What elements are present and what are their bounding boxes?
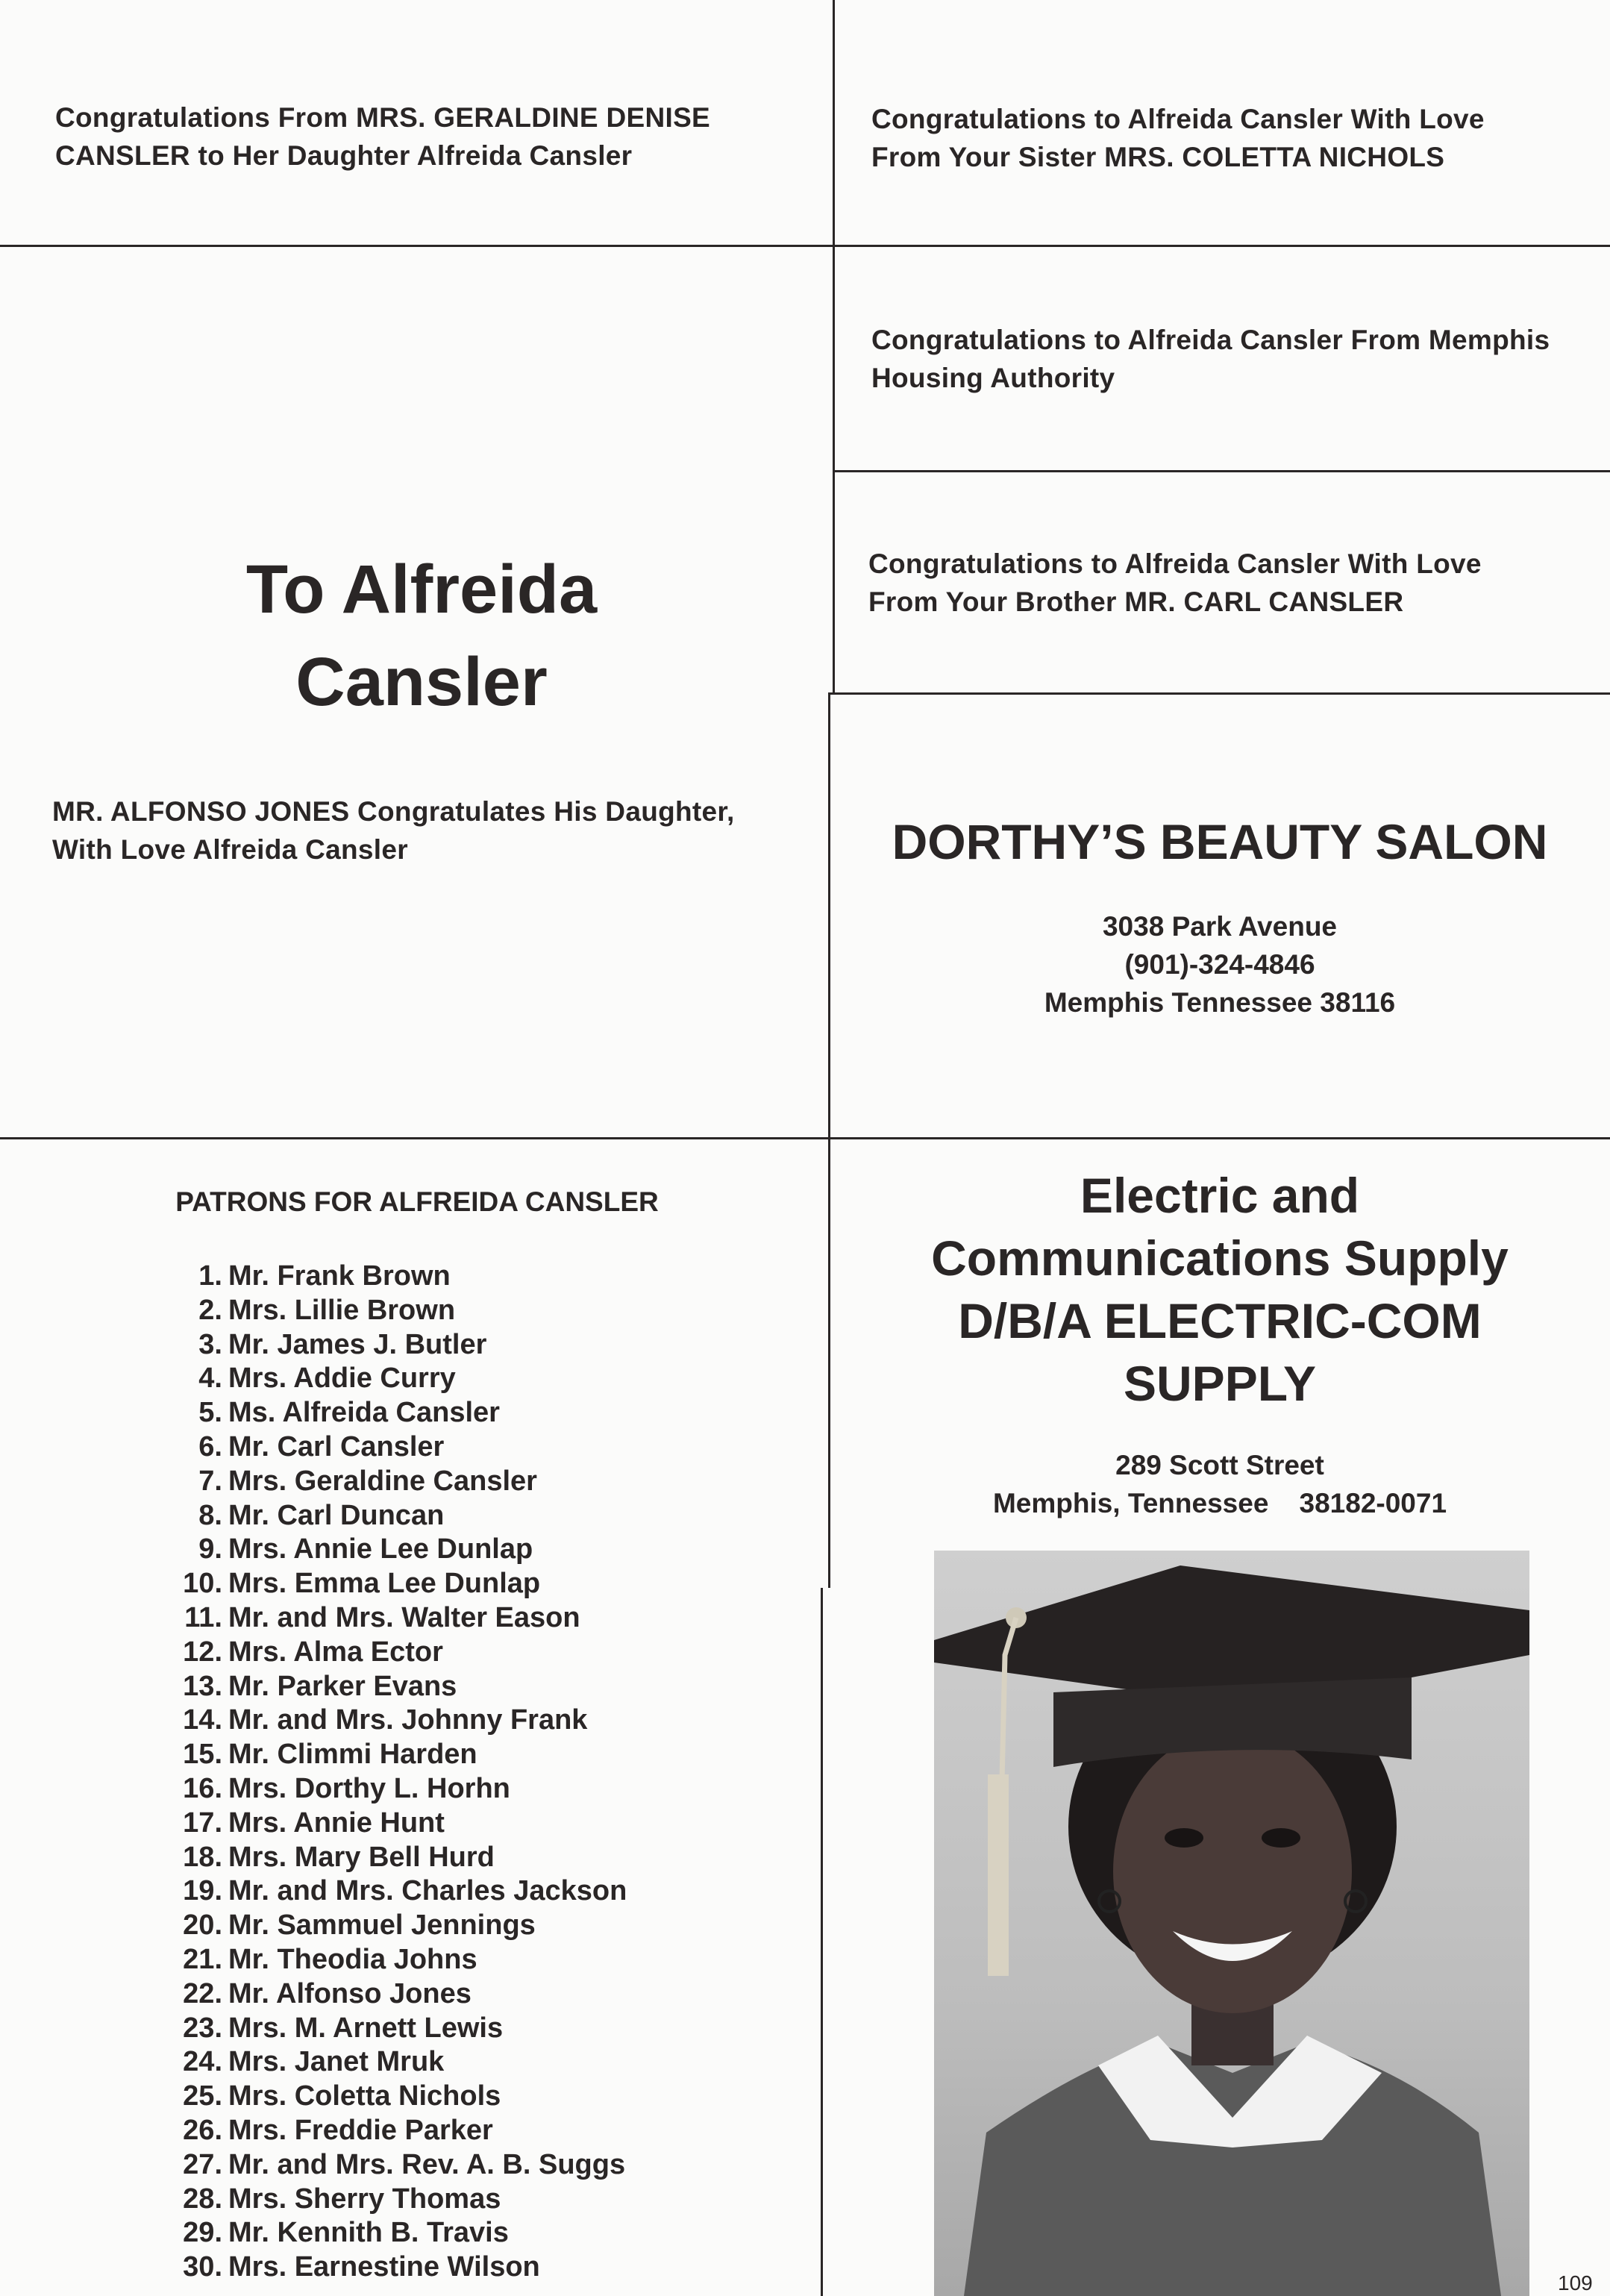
salon-city-line: Memphis Tennessee 38116 <box>1044 987 1396 1018</box>
message-line: Congratulations to Alfreida Cansler From Memphis <box>871 325 1550 355</box>
patron-item <box>134 1328 627 1363</box>
patron-item <box>134 2012 627 2046</box>
patron-item <box>134 1943 627 1977</box>
patron-number: 24. <box>183 2046 222 2078</box>
patron-item <box>134 1567 627 1601</box>
patron-number: 15. <box>183 1739 222 1771</box>
message-line: CANSLER to Her Daughter Alfreida Cansler <box>55 140 633 171</box>
dedication-title <box>0 543 843 728</box>
patron-item <box>134 1294 627 1328</box>
patron-item <box>134 2183 627 2217</box>
patron-number: 13. <box>183 1670 222 1702</box>
electric-title-line: SUPPLY <box>1123 1356 1316 1411</box>
salon-address <box>830 907 1610 1022</box>
message-from-mother <box>55 98 710 175</box>
patron-number: 9. <box>198 1533 222 1565</box>
patron-item <box>134 1772 627 1807</box>
patron-item <box>134 1841 627 1875</box>
patron-number: 19. <box>183 1875 222 1907</box>
patron-item <box>134 2045 627 2080</box>
patron-name: Mrs. Geraldine Cansler <box>228 1465 537 1497</box>
patron-item <box>134 1396 627 1430</box>
patrons-heading: PATRONS FOR ALFREIDA CANSLER <box>175 1186 659 1217</box>
patron-item <box>134 1874 627 1909</box>
right-eye <box>1262 1828 1300 1848</box>
patron-name: Mr. Climmi Harden <box>228 1739 477 1771</box>
patron-item <box>134 1465 627 1499</box>
face-shape <box>1113 1730 1352 2013</box>
patron-item <box>134 1260 627 1294</box>
message-line: From Your Sister MRS. COLETTA NICHOLS <box>871 142 1445 172</box>
message-line: Congratulations From MRS. GERALDINE DENISE <box>55 102 711 133</box>
message-from-sister <box>871 100 1485 176</box>
patron-number: 11. <box>184 1601 222 1633</box>
patron-item <box>134 2250 627 2285</box>
salon-phone: (901)-324-4846 <box>1124 949 1315 980</box>
patron-name: Mr. and Mrs. Rev. A. B. Suggs <box>228 2148 626 2180</box>
electric-supply-address <box>830 1446 1610 1522</box>
patron-number: 10. <box>183 1568 222 1600</box>
message-line: Congratulations to Alfreida Cansler With Love <box>868 548 1482 579</box>
patron-name: Mrs. Alma Ector <box>228 1636 443 1668</box>
patron-name: Mrs. Annie Lee Dunlap <box>228 1533 533 1565</box>
patron-item <box>134 1909 627 1943</box>
electric-city-line: Memphis, Tennessee 38182-0071 <box>992 1488 1447 1518</box>
patron-name: Mrs. Janet Mruk <box>228 2046 445 2078</box>
patron-item <box>134 2148 627 2183</box>
patron-item <box>134 2114 627 2148</box>
patron-item <box>134 1533 627 1567</box>
patron-number: 17. <box>183 1807 222 1839</box>
patron-item <box>134 1362 627 1396</box>
divider-right-3 <box>830 692 1610 695</box>
patron-item <box>134 1738 627 1772</box>
salon-address-line: 3038 Park Avenue <box>1102 911 1337 942</box>
patron-number: 16. <box>183 1772 222 1804</box>
patron-name: Mrs. Emma Lee Dunlap <box>228 1568 541 1600</box>
message-line: MR. ALFONSO JONES Congratulates His Daughter, <box>52 796 735 827</box>
patron-name: Mr. Parker Evans <box>228 1670 457 1702</box>
patron-name: Mr. and Mrs. Johnny Frank <box>228 1704 588 1736</box>
patron-name: Mrs. Annie Hunt <box>228 1807 445 1839</box>
patron-number: 8. <box>198 1499 222 1531</box>
patron-name: Mrs. Earnestine Wilson <box>228 2251 540 2283</box>
divider-row-1 <box>0 245 1610 247</box>
patron-name: Mr. and Mrs. Walter Eason <box>228 1601 580 1633</box>
patron-number: 4. <box>198 1363 222 1395</box>
message-line: Housing Authority <box>871 363 1115 393</box>
patron-number: 27. <box>183 2148 222 2180</box>
patron-name: Mrs. Dorthy L. Horhn <box>228 1772 510 1804</box>
graduate-portrait-photo <box>934 1551 1529 2296</box>
patron-number: 26. <box>183 2114 222 2146</box>
patron-name: Mr. James J. Butler <box>228 1328 487 1360</box>
patron-item <box>134 1636 627 1670</box>
message-line: From Your Brother MR. CARL CANSLER <box>868 586 1404 617</box>
patron-number: 12. <box>183 1636 222 1668</box>
patron-number: 5. <box>198 1397 222 1429</box>
patron-number: 14. <box>183 1704 222 1736</box>
divider-row-2 <box>0 1137 1610 1139</box>
patron-name: Ms. Alfreida Cansler <box>228 1397 500 1429</box>
patron-number: 23. <box>183 2012 222 2044</box>
patron-number: 20. <box>183 1909 222 1942</box>
patron-number: 1. <box>198 1260 222 1292</box>
salon-name: DORTHY’S BEAUTY SALON <box>892 814 1548 869</box>
divider-vertical-bottom <box>821 1588 823 2296</box>
tassel-fringe <box>988 1774 1009 1976</box>
patron-number: 28. <box>183 2183 222 2215</box>
page-number: 109 <box>1558 2271 1593 2295</box>
patron-item <box>134 2216 627 2250</box>
patrons-list <box>134 1260 627 2285</box>
patron-name: Mr. Theodia Johns <box>228 1943 477 1975</box>
patron-number: 21. <box>183 1943 222 1975</box>
patron-name: Mr. Sammuel Jennings <box>228 1909 536 1942</box>
patron-number: 7. <box>198 1465 222 1497</box>
message-from-brother <box>868 545 1482 621</box>
electric-title-line: Electric and <box>1080 1168 1360 1223</box>
message-line: With Love Alfreida Cansler <box>52 834 408 865</box>
patron-name: Mr. Carl Cansler <box>228 1430 445 1463</box>
patron-number: 6. <box>198 1430 222 1463</box>
patron-name: Mrs. Mary Bell Hurd <box>228 1841 495 1873</box>
patron-name: Mrs. M. Arnett Lewis <box>228 2012 504 2044</box>
patron-item <box>134 1807 627 1841</box>
patron-name: Mrs. Sherry Thomas <box>228 2183 501 2215</box>
electric-supply-title <box>830 1164 1610 1415</box>
patron-name: Mr. Carl Duncan <box>228 1499 445 1531</box>
patron-item <box>134 1499 627 1533</box>
divider-right-2 <box>833 470 1610 472</box>
patron-item <box>134 1977 627 2012</box>
patron-item <box>134 2080 627 2114</box>
patron-name: Mr. and Mrs. Charles Jackson <box>228 1875 627 1907</box>
message-from-father <box>52 792 735 869</box>
dedication-line: To Alfreida <box>245 551 598 628</box>
message-line: Congratulations to Alfreida Cansler With Love <box>871 104 1485 134</box>
patron-name: Mr. Alfonso Jones <box>228 1977 472 2009</box>
graduate-portrait-illustration <box>934 1551 1529 2296</box>
electric-title-line: D/B/A ELECTRIC-COM <box>958 1293 1482 1348</box>
electric-address-line: 289 Scott Street <box>1115 1450 1324 1480</box>
patron-item <box>134 1704 627 1738</box>
patron-number: 30. <box>183 2251 222 2283</box>
gown-shape <box>964 2043 1501 2296</box>
patron-name: Mrs. Addie Curry <box>228 1363 456 1395</box>
patron-name: Mr. Kennith B. Travis <box>228 2217 509 2249</box>
electric-title-line: Communications Supply <box>931 1230 1509 1286</box>
left-eye <box>1165 1828 1203 1848</box>
patron-number: 22. <box>183 1977 222 2009</box>
patron-number: 2. <box>198 1294 222 1326</box>
patron-item <box>134 1670 627 1704</box>
patron-name: Mrs. Lillie Brown <box>228 1294 456 1326</box>
patron-item <box>134 1601 627 1636</box>
patron-number: 18. <box>183 1841 222 1873</box>
patron-name: Mrs. Freddie Parker <box>228 2114 493 2146</box>
patron-number: 29. <box>183 2217 222 2249</box>
patron-item <box>134 1430 627 1465</box>
patron-name: Mrs. Coletta Nichols <box>228 2080 501 2112</box>
patron-name: Mr. Frank Brown <box>228 1260 451 1292</box>
message-from-housing-authority <box>871 321 1550 397</box>
patron-number: 3. <box>198 1328 222 1360</box>
dedication-line: Cansler <box>295 644 548 720</box>
patron-number: 25. <box>183 2080 222 2112</box>
